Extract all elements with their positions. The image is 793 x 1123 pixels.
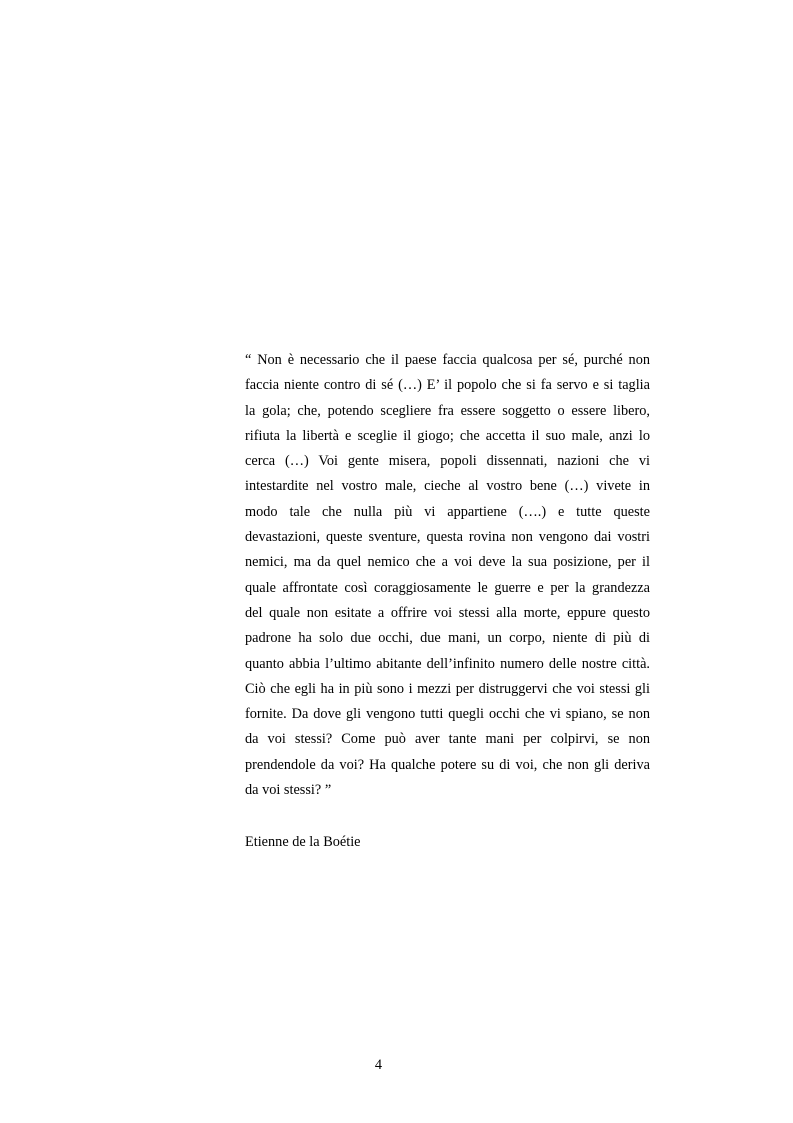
quote-line: intestardite nel vostro male, cieche al vostro bene (…) vivete in <box>245 478 650 495</box>
quote-line: rifiuta la libertà e sceglie il giogo; che accetta il suo male, anzi lo <box>245 427 650 444</box>
quote-line: modo tale che nulla più vi appartiene (….) e tutte queste <box>245 503 650 520</box>
quote-line: quanto abbia l’ultimo abitante dell’infinito numero delle nostre città. <box>245 655 650 672</box>
quote-line: faccia niente contro di sé (…) E’ il popolo che si fa servo e si taglia <box>245 377 650 394</box>
quote-line: “ Non è necessario che il paese faccia qualcosa per sé, purché non <box>245 352 650 368</box>
quote-line: cerca (…) Voi gente misera, popoli dissennati, nazioni che vi <box>245 453 650 470</box>
quote-line: la gola; che, potendo scegliere fra essere soggetto o essere libero, <box>245 402 650 419</box>
quote-author: Etienne de la Boétie <box>245 834 361 850</box>
page-number: 4 <box>374 1057 383 1073</box>
quote-line: nemici, ma da quel nemico che a voi deve la sua posizione, per il <box>245 554 650 571</box>
quote-line: fornite. Da dove gli vengono tutti quegli occhi che vi spiano, se non <box>245 706 650 723</box>
quote-line: da voi stessi? ” <box>245 782 332 799</box>
quote-line: padrone ha solo due occhi, due mani, un corpo, niente di più di <box>245 630 650 647</box>
quote-line: devastazioni, queste sventure, questa rovina non vengono dai vostri <box>245 529 650 546</box>
quote-line: quale affrontate così coraggiosamente le guerre e per la grandezza <box>245 579 650 596</box>
quote-line: da voi stessi? Come può aver tante mani per colpirvi, se non <box>245 731 650 748</box>
quote-line: prendendole da voi? Ha qualche potere su di voi, che non gli deriva <box>245 756 650 773</box>
quote-line: Ciò che egli ha in più sono i mezzi per distruggervi che voi stessi gli <box>245 680 650 697</box>
quote-block <box>245 348 650 803</box>
quote-line: del quale non esitate a offrire voi stessi alla morte, eppure questo <box>245 604 650 621</box>
